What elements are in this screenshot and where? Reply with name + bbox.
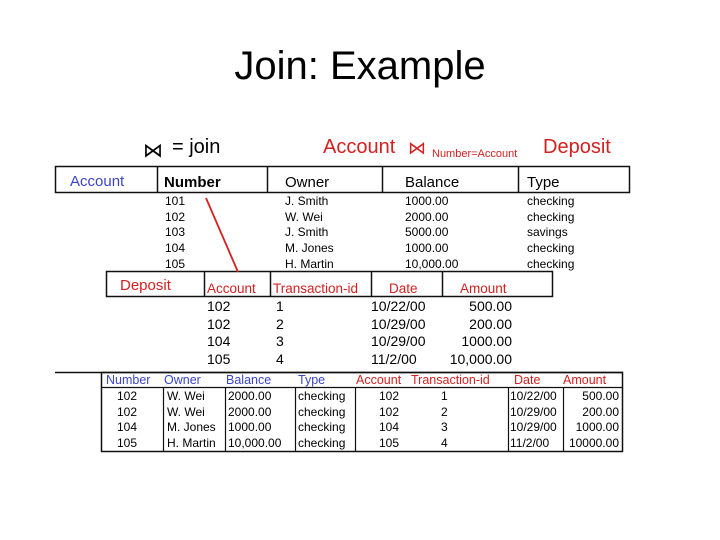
table-cell: 105	[165, 256, 186, 271]
result-header-amount: Amount	[563, 373, 607, 387]
result-column-transaction-id	[441, 389, 448, 452]
table-cell: 104	[207, 333, 231, 350]
expression-right-relation: Deposit	[543, 136, 611, 158]
result-column-type	[298, 389, 345, 452]
table-cell: W. Wei	[285, 209, 323, 224]
table-cell: 103	[165, 225, 186, 240]
table-cell: 10/29/00	[371, 333, 426, 350]
table-cell: 1000.00	[228, 420, 272, 435]
result-column-account	[379, 389, 399, 452]
table-cell: 2	[441, 404, 448, 419]
table-cell: 102	[165, 209, 186, 224]
account-table-name: Account	[70, 173, 125, 190]
account-column-owner	[285, 194, 334, 273]
table-cell: 3	[276, 333, 284, 350]
result-column-balance	[228, 389, 281, 452]
table-cell: checking	[298, 404, 346, 419]
table-cell: W. Wei	[167, 404, 205, 419]
result-column-owner	[167, 389, 216, 452]
slide-title: Join: Example	[234, 44, 486, 88]
table-cell: J. Smith	[285, 194, 329, 208]
table-cell: checking	[298, 436, 346, 451]
account-header-number: Number	[164, 174, 221, 191]
result-header-account: Account	[356, 373, 402, 387]
table-cell: 11/2/00	[510, 436, 550, 451]
deposit-header-amount: Amount	[460, 281, 507, 296]
table-cell: 2000.00	[405, 209, 449, 224]
table-cell: 10/29/00	[510, 404, 557, 419]
table-cell: 104	[165, 241, 186, 256]
table-cell: 102	[117, 389, 138, 403]
table-cell: 2000.00	[228, 404, 272, 419]
table-cell: 1	[441, 389, 448, 403]
table-cell: 10,000.00	[228, 436, 282, 451]
table-cell: checking	[527, 209, 575, 224]
join-definition: = join	[172, 136, 221, 158]
deposit-column-transaction-id	[276, 298, 284, 369]
result-header-date: Date	[514, 373, 541, 387]
table-cell: 200.00	[582, 404, 619, 419]
deposit-header-account: Account	[207, 281, 256, 296]
table-cell: 105	[117, 436, 138, 451]
table-cell: H. Martin	[285, 256, 334, 271]
table-cell: 1000.00	[405, 241, 449, 256]
table-cell: 102	[117, 404, 138, 419]
result-header-type: Type	[298, 373, 326, 387]
table-cell: 1	[276, 298, 284, 314]
account-column-type	[527, 194, 574, 273]
table-cell: 11/2/00	[371, 351, 417, 368]
deposit-column-date	[371, 298, 426, 369]
table-cell: 10,000.00	[449, 351, 512, 368]
table-cell: 102	[379, 404, 400, 419]
table-cell: checking	[298, 420, 346, 435]
table-cell: 102	[207, 298, 231, 314]
table-cell: 2000.00	[228, 389, 272, 403]
deposit-header-date: Date	[389, 281, 418, 296]
table-cell: 105	[379, 436, 400, 451]
table-cell: checking	[527, 256, 575, 271]
table-cell: checking	[298, 389, 346, 403]
account-column-balance	[405, 194, 458, 273]
table-cell: 2	[276, 315, 284, 332]
result-header-number: Number	[106, 373, 151, 387]
table-cell: 4	[276, 351, 284, 368]
expression-left-relation: Account	[323, 136, 396, 158]
account-column-number	[165, 194, 185, 273]
expression-join-symbol-icon: ⋈	[408, 138, 426, 158]
table-cell: M. Jones	[285, 241, 334, 256]
table-cell: 10/29/00	[371, 315, 426, 332]
table-cell: W. Wei	[167, 389, 205, 403]
result-header-owner: Owner	[164, 373, 201, 387]
table-cell: 104	[117, 420, 138, 435]
table-cell: 500.00	[582, 389, 619, 403]
expression-join-condition: Number=Account	[432, 148, 518, 160]
table-cell: checking	[527, 241, 575, 256]
table-cell: savings	[527, 225, 568, 240]
table-cell: J. Smith	[285, 225, 329, 240]
table-cell: 1000.00	[575, 420, 619, 435]
table-cell: 10/22/00	[371, 298, 426, 314]
table-cell: 10/22/00	[510, 389, 557, 403]
table-cell: 3	[441, 420, 448, 435]
deposit-column-account	[207, 298, 230, 369]
table-cell: 10,000.00	[405, 256, 459, 271]
deposit-column-amount	[446, 298, 512, 369]
result-header-balance: Balance	[226, 373, 272, 387]
result-column-number	[117, 389, 137, 452]
table-cell: 5000.00	[405, 225, 449, 240]
account-header-balance: Balance	[405, 174, 460, 191]
table-cell: 10/29/00	[510, 420, 557, 435]
table-cell: checking	[527, 194, 575, 208]
table-cell: 4	[441, 436, 448, 451]
table-cell: 101	[165, 194, 186, 208]
deposit-header-transaction-id: Transaction-id	[273, 281, 359, 296]
table-cell: 105	[207, 351, 231, 368]
table-cell: 1000.00	[405, 194, 449, 208]
result-column-amount	[564, 389, 619, 452]
join-symbol-icon: ⋈	[143, 140, 163, 162]
deposit-table-name: Deposit	[120, 277, 171, 294]
table-cell: H. Martin	[167, 436, 216, 451]
table-cell: M. Jones	[167, 420, 216, 435]
account-header-type: Type	[527, 174, 560, 191]
result-column-date	[510, 389, 557, 452]
table-cell: 200.00	[469, 315, 512, 332]
table-cell: 10000.00	[568, 436, 619, 451]
table-cell: 102	[207, 315, 231, 332]
account-header-owner: Owner	[285, 174, 330, 191]
table-cell: 104	[379, 420, 400, 435]
table-cell: 500.00	[469, 298, 512, 314]
table-cell: 1000.00	[461, 333, 512, 350]
result-header-transaction-id: Transaction-id	[411, 373, 490, 387]
table-cell: 102	[379, 389, 400, 403]
